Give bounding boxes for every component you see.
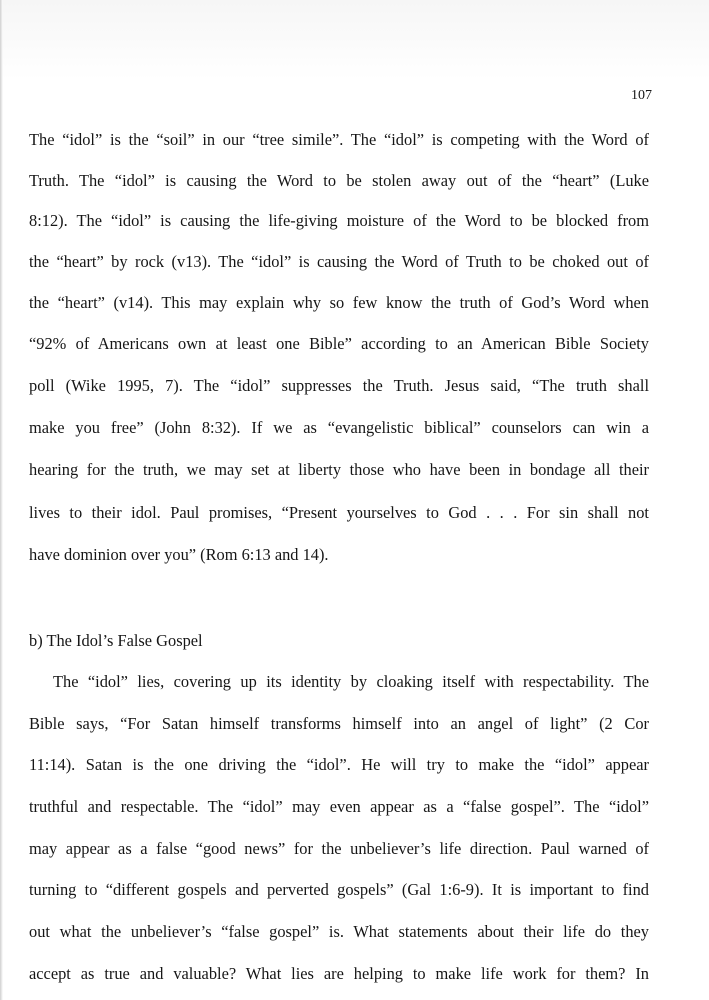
paragraph-1-line-9: hearing for the truth, we may set at liberty those who have been in bondage all their: [29, 460, 649, 479]
paragraph-2-line-3: 11:14). Satan is the one driving the “idol”. He will try to make the “idol” appear: [29, 755, 649, 774]
paragraph-2-line-2: Bible says, “For Satan himself transforms himself into an angel of light” (2 Cor: [29, 714, 649, 733]
paragraph-1-line-5: the “heart” (v14). This may explain why so few know the truth of God’s Word when: [29, 293, 649, 312]
paragraph-1-line-1: The “idol” is the “soil” in our “tree simile”. The “idol” is competing with the Word of: [29, 130, 649, 149]
paragraph-2-line-7: out what the unbeliever’s “false gospel” is. What statements about their life do they: [29, 922, 649, 941]
paragraph-1-line-11: have dominion over you” (Rom 6:13 and 14).: [29, 545, 329, 564]
paragraph-2-line-8: accept as true and valuable? What lies are helping to make life work for them? In: [29, 964, 649, 983]
paragraph-1-line-8: make you free” (John 8:32). If we as “evangelistic biblical” counselors can win a: [29, 418, 649, 437]
page-number: 107: [631, 88, 652, 103]
paragraph-2-line-6: turning to “different gospels and perverted gospels” (Gal 1:6-9). It is important to find: [29, 880, 649, 899]
section-heading: b) The Idol’s False Gospel: [29, 631, 203, 650]
paragraph-2-line-4: truthful and respectable. The “idol” may even appear as a “false gospel”. The “idol”: [29, 797, 649, 816]
paragraph-2-line-1: The “idol” lies, covering up its identity by cloaking itself with respectability. The: [53, 672, 649, 691]
paragraph-1-line-10: lives to their idol. Paul promises, “Present yourselves to God . . . For sin shall not: [29, 503, 649, 522]
paragraph-1-line-7: poll (Wike 1995, 7). The “idol” suppresses the Truth. Jesus said, “The truth shall: [29, 376, 649, 395]
page-edge-shadow: [0, 0, 3, 1000]
paragraph-1-line-3: 8:12). The “idol” is causing the life-giving moisture of the Word to be blocked from: [29, 211, 649, 230]
paragraph-2-line-5: may appear as a false “good news” for the unbeliever’s life direction. Paul warned of: [29, 839, 649, 858]
paragraph-1-line-6: “92% of Americans own at least one Bible” according to an American Bible Society: [29, 334, 649, 353]
paragraph-1-line-4: the “heart” by rock (v13). The “idol” is causing the Word of Truth to be choked out of: [29, 252, 649, 271]
paragraph-1-line-2: Truth. The “idol” is causing the Word to be stolen away out of the “heart” (Luke: [29, 171, 649, 190]
